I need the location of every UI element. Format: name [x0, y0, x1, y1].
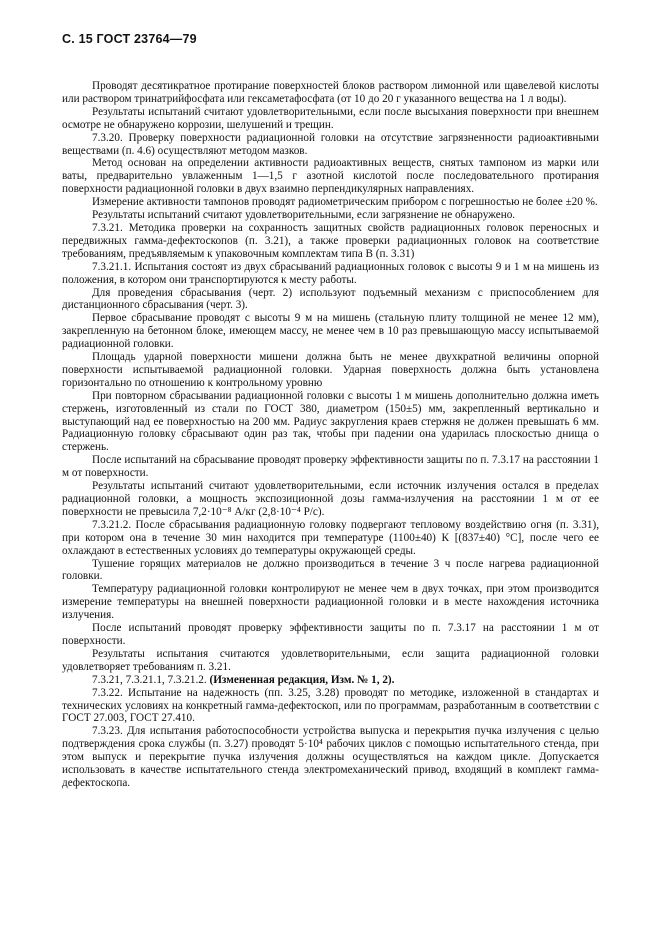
paragraph: 7.3.20. Проверку поверхности радиационной головки на отсутствие загрязненности радиоактивными веществами (п. 4.6) осуществляют методом мазков.: [62, 131, 599, 157]
paragraph: После испытаний проводят проверку эффективности защиты по п. 7.3.17 на расстоянии 1 м от поверхности.: [62, 622, 599, 647]
amendment-label: (Измененная редакция, Изм. № 1, 2).: [209, 673, 395, 686]
paragraph: При повторном сбрасывании радиационной головки с высоты 1 м мишень дополнительно должна иметь стержень, изготовленный из стали по ГОСТ 380, диаметром (150±5) мм, закрепленный вертикально и выступающий над ее поверхностью на 200 мм. Радиус закругления краев стержня не должен превышать 6 мм. Радиационную головку сбрасывают один раз так, чтобы при падении она ударилась плоскостью днища о стержень.: [62, 389, 599, 454]
amendment-note: [62, 674, 599, 687]
paragraph: Результаты испытаний считают удовлетворительными, если загрязнение не обнаружено.: [92, 209, 516, 222]
paragraph: 7.3.22. Испытание на надежность (пп. 3.25, 3.28) проводят по методике, изложенной в стандартах и технических условиях на конкретный гамма-дефектоскоп, или по программам, разработанным в соответствии с ГОСТ 27.003, ГОСТ 27.410.: [62, 686, 599, 725]
paragraph: Тушение горящих материалов не должно производиться в течение 3 ч после нагрева радиационной головки.: [62, 557, 599, 583]
page-header: С. 15 ГОСТ 23764—79: [62, 32, 197, 46]
paragraph: Для проведения сбрасывания (черт. 2) используют подъемный механизм с приспособлением для дистанционного сбрасывания (черт. 3).: [62, 286, 599, 312]
paragraph: Результаты испытаний считают удовлетворительными, если после высыхания поверхности при внешнем осмотре не обнаружено коррозии, шелушений и трещин.: [62, 105, 599, 131]
document-body: [62, 80, 599, 790]
paragraph: Результаты испытаний считают удовлетворительными, если источник излучения остался в пределах радиационной головки, а мощность экспозиционной дозы гамма-излучения на расстоянии 1 м от ее поверхности не превысила 7,2·10⁻⁸ А/кг (2,8·10⁻⁴ Р/с).: [62, 480, 599, 518]
paragraph: 7.3.21. Методика проверки на сохранность защитных свойств радиационных головок переносных и передвижных гамма-дефектоскопов (п. 3.21), а также проверки радиационных головок на соответствие требованиям, предъявляемым к упаковочным комплектам типа В (п. 3.31): [62, 221, 599, 260]
paragraph: После испытаний на сбрасывание проводят проверку эффективности защиты по п. 7.3.17 на расстоянии 1 м от поверхности.: [62, 454, 599, 480]
paragraph: Первое сбрасывание проводят с высоты 9 м на мишень (стальную плиту толщиной не менее 12 мм), закрепленную на бетонном блоке, имеющем массу, не менее чем в 10 раз превышающую массу испытываемой радиационной головки.: [62, 312, 599, 351]
paragraph: 7.3.21.2. После сбрасывания радиационную головку подвергают тепловому воздействию огня (п. 3.31), при котором она в течение 30 мин находится при температуре (1100±40) К [(837±40) °С], после чего ее охлаждают в естественных условиях до температуры окружающей среды.: [62, 518, 599, 557]
paragraph: Измерение активности тампонов проводят радиометрическим прибором с погрешностью не более ±20 %.: [92, 196, 598, 209]
paragraph: Результаты испытания считаются удовлетворительными, если защита радиационной головки удовлетворяет требованиям п. 3.21.: [62, 647, 599, 673]
paragraph: Площадь ударной поверхности мишени должна быть не менее двухкратной величины опорной поверхности испытываемой радиационной головки. Ударная поверхность должна быть установлена горизонтально по отношению к контрольному уровню: [62, 351, 599, 389]
paragraph: Метод основан на определении активности радиоактивных веществ, снятых тампоном из марки или ваты, предварительно увлаженным 1—1,5 г азотной кислотой после последовательного протирания поверхности радиационной головки в двух взаимно перпендикулярных направлениях.: [62, 157, 599, 196]
amendment-clauses: 7.3.21, 7.3.21.1, 7.3.21.2.: [92, 673, 207, 686]
paragraph: 7.3.21.1. Испытания состоят из двух сбрасываний радиационных головок с высоты 9 и 1 м на мишень из положения, в котором они транспортируются к месту работы.: [62, 260, 599, 286]
paragraph: Проводят десятикратное протирание поверхностей блоков раствором лимонной или щавелевой кислоты или раствором тринатрийфосфата или гексаметафосфата (от 10 до 20 г указанного вещества на 1 л воды).: [62, 80, 599, 105]
paragraph: 7.3.23. Для испытания работоспособности устройства выпуска и перекрытия пучка излучения с целью подтверждения срока службы (п. 3.27) проводят 5·10⁴ рабочих циклов с помощью испытательного стенда, при этом выпуск и перекрытие пучка излучения должны осуществляться на каждом цикле. Допускается использовать в качестве испытательного стенда электромеханический привод, входящий в комплект гамма-дефектоскопа.: [62, 725, 599, 789]
paragraph: Температуру радиационной головки контролируют не менее чем в двух точках, при этом производится измерение температуры на внешней поверхности радиационной головки и в месте нахождения источника излучения.: [62, 583, 599, 622]
